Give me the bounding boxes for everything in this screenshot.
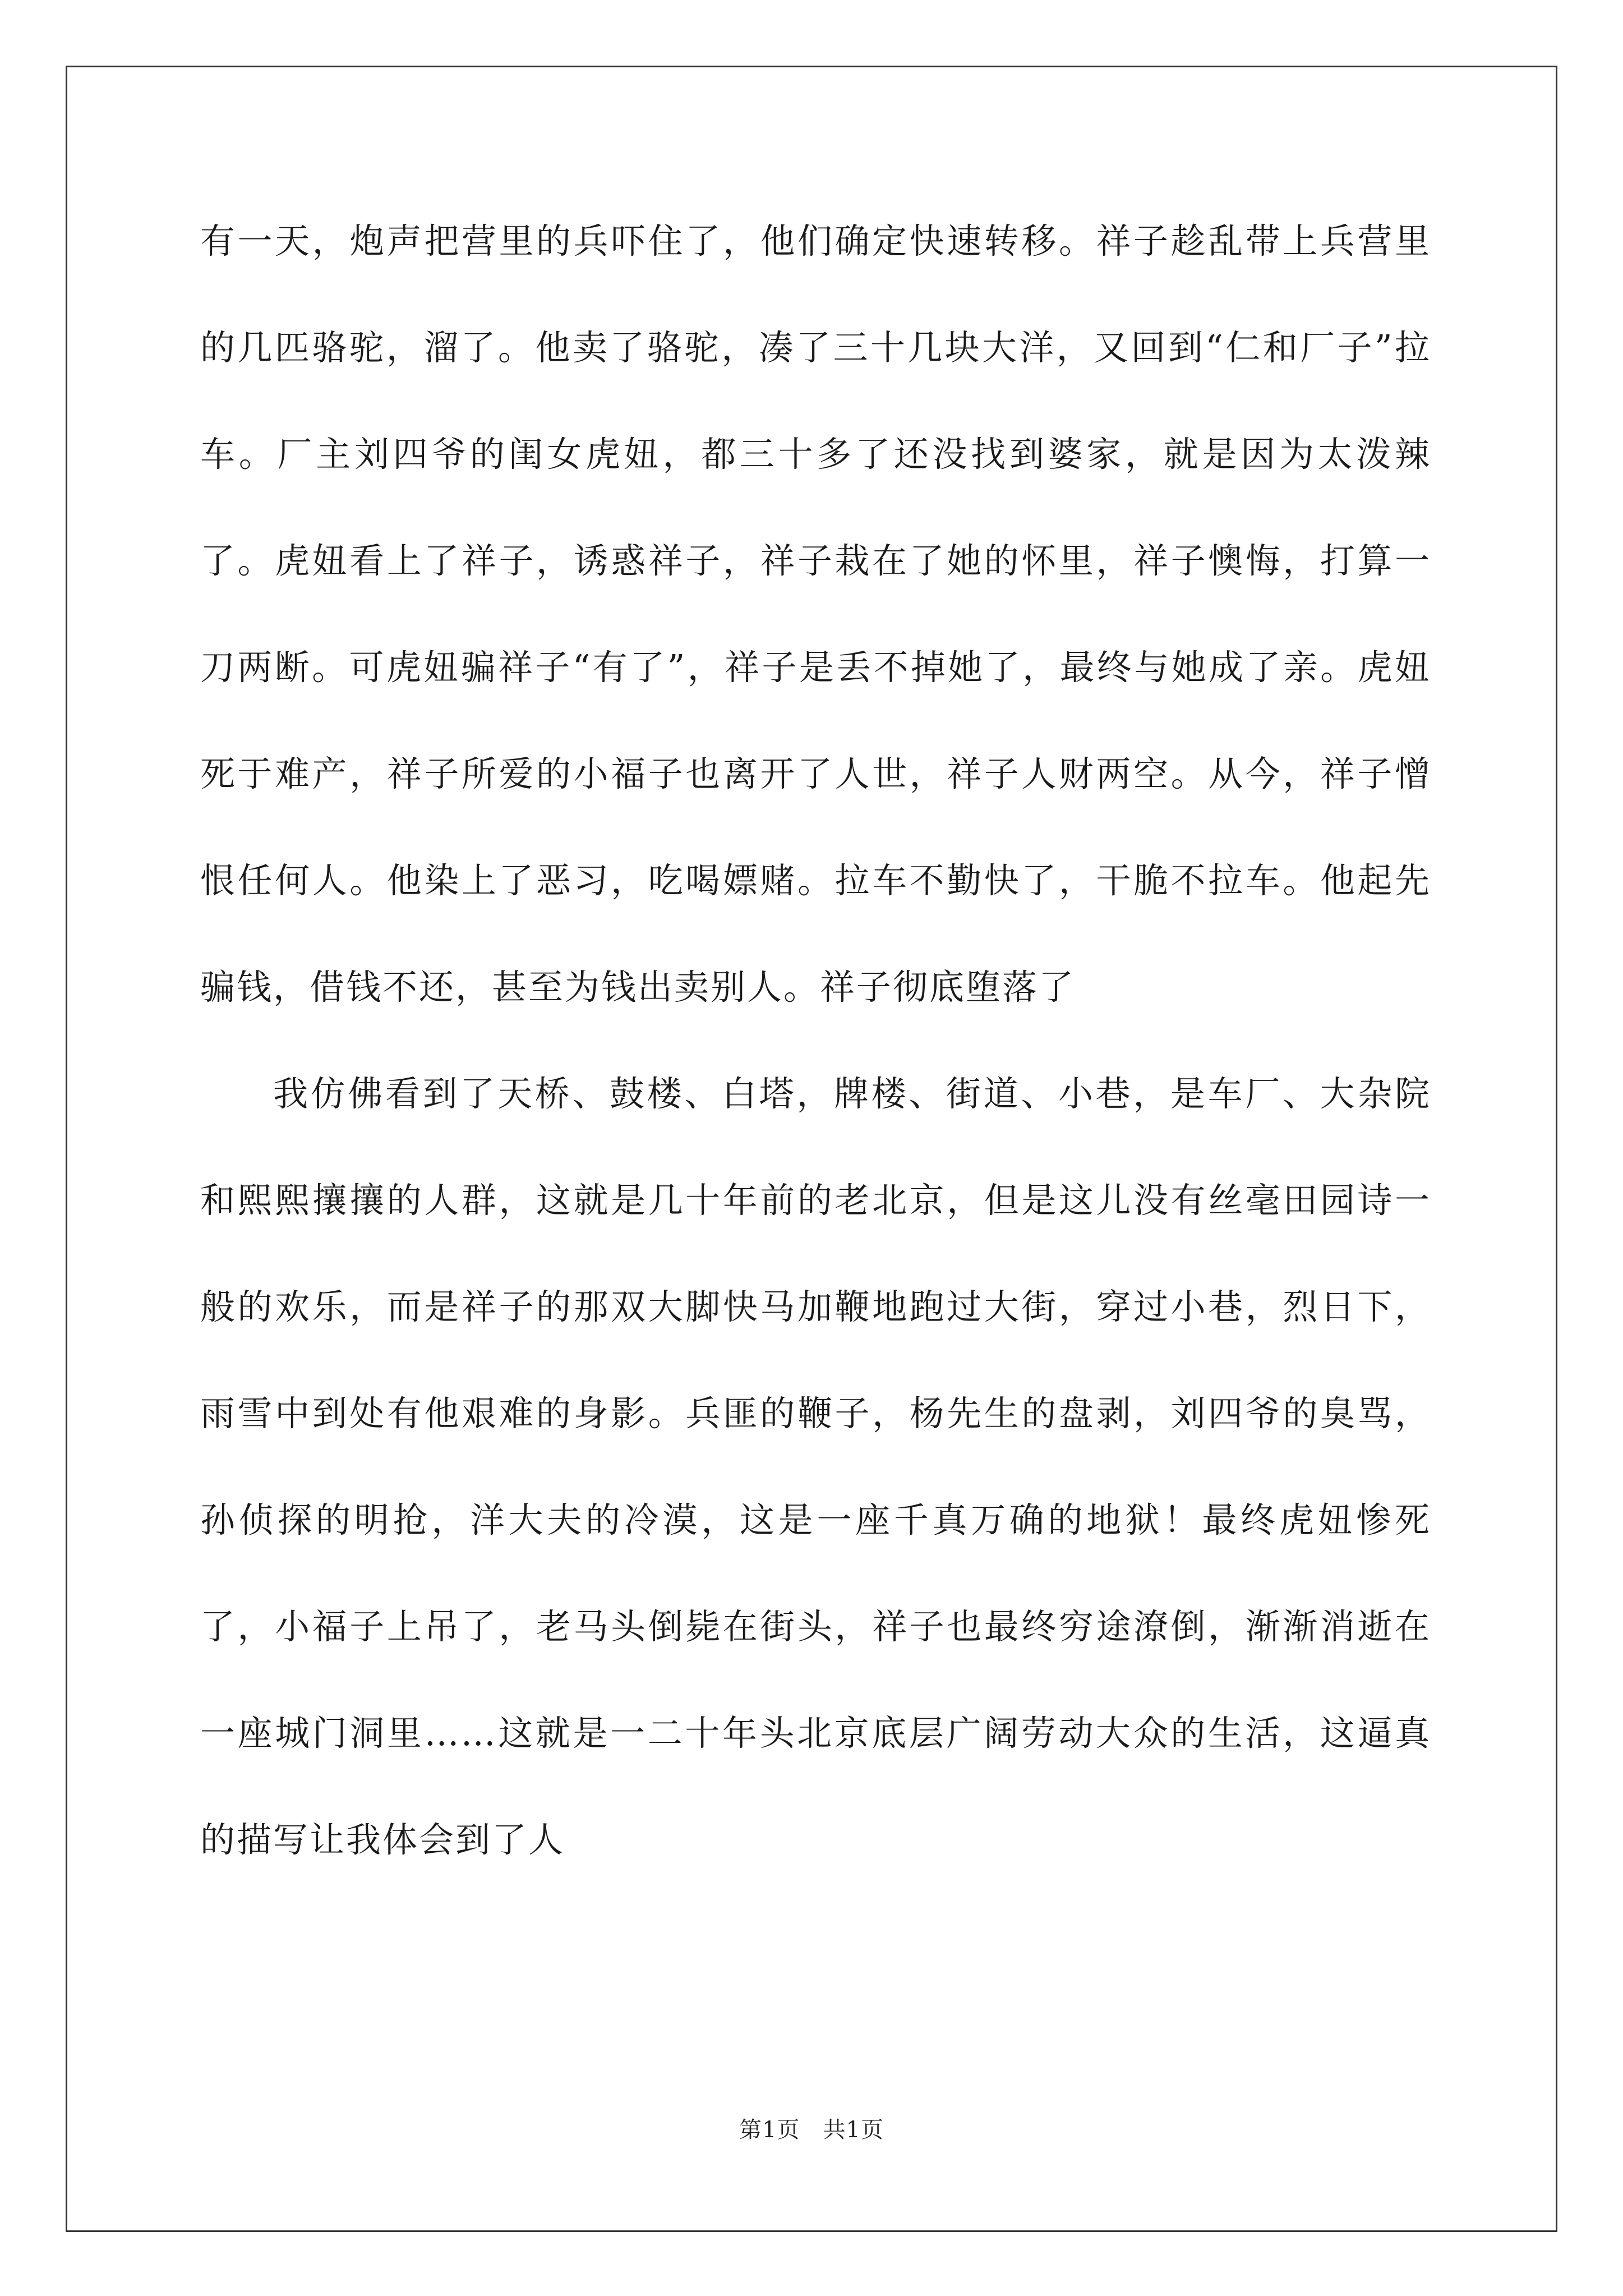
paragraph-2: 我仿佛看到了天桥、鼓楼、白塔，牌楼、街道、小巷，是车厂、大杂院和熙熙攘攘的人群，这就是几十年前的老北京，但是这儿没有丝毫田园诗一般的欢乐，而是祥子的那双大脚快马加鞭地跑过大街，穿过小巷，烈日下，雨雪中到处有他艰难的身影。兵匪的鞭子，杨先生的盘剥，刘四爷的臭骂，孙侦探的明抢，洋大夫的冷漠，这是一座千真万确的地狱！最终虎妞惨死了，小福子上吊了，老马头倒毙在街头，祥子也最终穷途潦倒，渐渐消逝在一座城门洞里……这就是一二十年头北京底层广阔劳动大众的生活，这逼真的描写让我体会到了人 [200,1073,1431,1860]
page-number-footer: 第1页 共1页 [739,2117,884,2143]
document-body [200,188,1431,1893]
paragraph-1: 有一天，炮声把营里的兵吓住了，他们确定快速转移。祥子趁乱带上兵营里的几匹骆驼，溜了。他卖了骆驼，凑了三十几块大洋，又回到“仁和厂子”拉车。厂主刘四爷的闺女虎妞，都三十多了还没找到婆家，就是因为太泼辣了。虎妞看上了祥子，诱惑祥子，祥子栽在了她的怀里，祥子懊悔，打算一刀两断。可虎妞骗祥子“有了”，祥子是丢不掉她了，最终与她成了亲。虎妞死于难产，祥子所爱的小福子也离开了人世，祥子人财两空。从今，祥子憎恨任何人。他染上了恶习，吃喝嫖赌。拉车不勤快了，干脆不拉车。他起先骗钱，借钱不还，甚至为钱出卖别人。祥子彻底堕落了 [200,220,1431,1007]
